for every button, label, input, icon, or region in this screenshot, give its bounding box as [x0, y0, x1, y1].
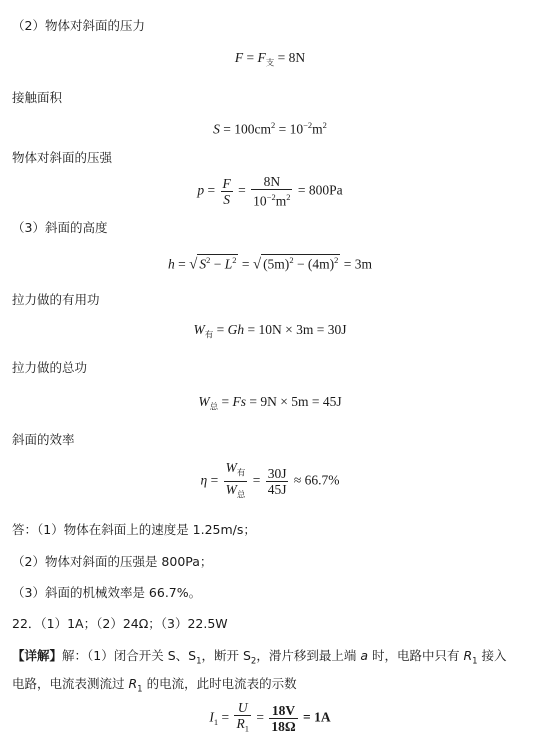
answer-line-3: （3）斜面的机械效率是 66.7%。	[12, 585, 202, 600]
detail-tag: 【详解】	[12, 648, 63, 663]
step-heading-efficiency: 斜面的效率	[12, 432, 75, 447]
step-heading-useful-work: 拉力做的有用功	[12, 292, 100, 307]
equation-useful-work: $W_有 = Gh = 10N \times 3m = 30J$	[193, 322, 347, 340]
step-heading-height: （3）斜面的高度	[12, 220, 108, 235]
detail-line-1: 【详解】解：（1）闭合开关 S、$S_1$，断开 $S_2$，滑片移到最上端 a 时，电路中只有 $R_1$ 接入	[12, 648, 507, 667]
equation-efficiency: η = $\frac{W_有}{W_总}$ = $\frac{30J}{45J}$ ≈ 66.7%	[200, 460, 340, 500]
answer-line-1: 答：（1）物体在斜面上的速度是 1.25m/s；	[12, 522, 256, 537]
detail-line-2: 电路，电流表测流过 $R_1$ 的电流，此时电流表的示数	[12, 676, 297, 695]
step-heading-pressure: 物体对斜面的压强	[12, 150, 113, 165]
question-22-answers: 22．（1）1A；（2）24Ω；（3）22.5W	[12, 616, 228, 631]
step-heading-contact-area: 接触面积	[12, 90, 63, 105]
step-heading-pressure-force: （2）物体对斜面的压力	[12, 18, 145, 33]
step-heading-total-work: 拉力做的总功	[12, 360, 88, 375]
equation-area: $S = 100cm^2 = 10^{-2}m^2$	[213, 120, 327, 137]
equation-pressure: p = $\frac{F}{S}$ = $\frac{8N}{10^{-2}m^2}$ = 800Pa	[197, 174, 343, 209]
equation-current: $I_1$ = $\frac{U}{R_1}$ = $\frac{18V}{18\Omega}$ = 1A	[209, 700, 331, 734]
equation-total-work: $W_总 = Fs = 9N \times 5m = 45J$	[198, 394, 342, 412]
equation-force: $F = F_支 = 8N$	[234, 50, 306, 68]
answer-line-2: （2）物体对斜面的压强是 800Pa；	[12, 554, 213, 569]
equation-height: h = √ $S^2 - L^2$ = √ $(5m)^2 - (4m)^2 = 3m$	[167, 255, 373, 273]
